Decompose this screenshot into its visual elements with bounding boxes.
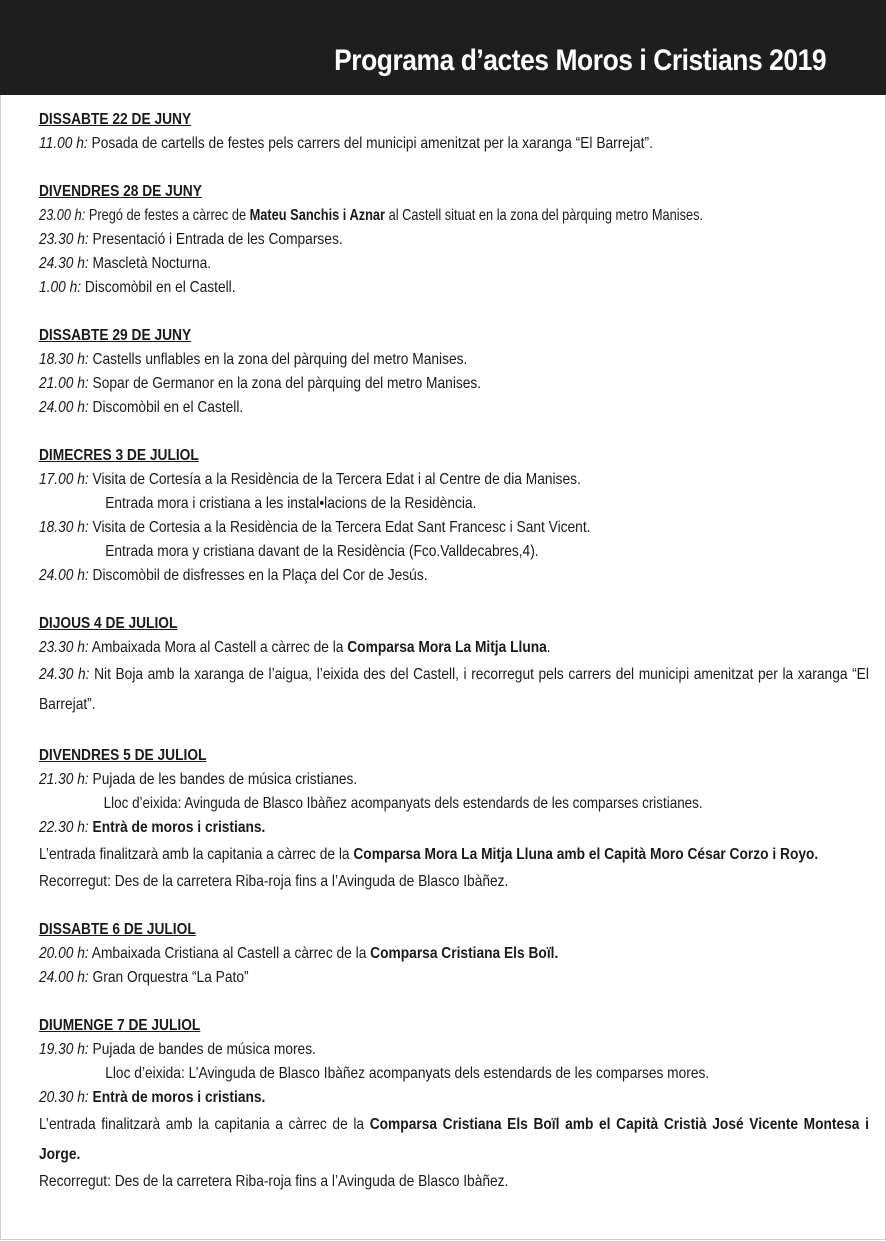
event-text: Presentació i Entrada de les Comparses. <box>88 231 343 248</box>
event-line <box>39 396 753 420</box>
event-line <box>39 564 753 588</box>
event-time: 24.00 h: <box>39 399 89 416</box>
event-text: Posada de cartells de festes pels carrers del municipi amenitzat per la xaranga “El Barrejat”. <box>87 135 653 152</box>
event-highlight: Entrà de moros i cristians. <box>88 819 266 836</box>
event-text: Gran Orquestra “La Pato” <box>88 969 249 986</box>
event-time: 1.00 h: <box>39 279 82 296</box>
section-dijous-4-juliol <box>39 612 869 720</box>
event-time: 23.30 h: <box>39 639 89 656</box>
event-line <box>39 1110 869 1170</box>
event-line <box>39 252 753 276</box>
program-content <box>39 108 869 1218</box>
event-highlight: Comparsa Mora La Mitja Lluna <box>347 639 547 656</box>
event-detail: Entrada mora i cristiana a les instal•lacions de la Residència. <box>105 495 477 512</box>
section-title: DIJOUS 4 DE JULIOL <box>39 615 178 632</box>
event-line <box>39 204 703 228</box>
section-divendres-28-juny <box>39 180 869 300</box>
event-detail: Entrada mora y cristiana davant de la Residència (Fco.Valldecabres,4). <box>105 543 539 560</box>
event-line <box>39 1086 753 1110</box>
event-time: 24.00 h: <box>39 567 89 584</box>
event-text: L’entrada finalitzarà amb la capitania a càrrec de la <box>39 846 354 863</box>
event-line <box>39 816 753 840</box>
event-time: 20.00 h: <box>39 945 89 962</box>
event-line <box>39 372 753 396</box>
event-line <box>39 228 753 252</box>
event-text: Sopar de Germanor en la zona del pàrquing del metro Manises. <box>88 375 482 392</box>
page-title: Programa d’actes Moros i Cristians 2019 <box>334 44 826 77</box>
event-line <box>39 636 753 660</box>
section-title: DIMECRES 3 DE JULIOL <box>39 447 199 464</box>
section-dissabte-6-juliol <box>39 918 869 990</box>
event-line <box>39 660 869 720</box>
event-time: 22.30 h: <box>39 819 89 836</box>
event-highlight: Entrà de moros i cristians. <box>88 1089 266 1106</box>
event-highlight: Comparsa Mora La Mitja Lluna amb el Capità Moro César Corzo i Royo. <box>353 846 819 863</box>
event-text: Visita de Cortesía a la Residència de la Tercera Edat i al Centre de dia Manises. <box>88 471 581 488</box>
event-text: Pujada de bandes de música mores. <box>88 1041 316 1058</box>
event-text: Visita de Cortesia a la Residència de la Tercera Edat Sant Francesc i Sant Vicent. <box>88 519 591 536</box>
event-time: 18.30 h: <box>39 519 89 536</box>
event-text: Discomòbil en el Castell. <box>88 399 244 416</box>
event-text: al Castell situat en la zona del pàrquing metro Manises. <box>385 207 704 224</box>
section-dissabte-29-juny <box>39 324 869 420</box>
event-line <box>39 840 869 870</box>
section-title: DIUMENGE 7 DE JULIOL <box>39 1017 201 1034</box>
section-title: DIVENDRES 5 DE JULIOL <box>39 747 207 764</box>
event-highlight: Mateu Sanchis i Aznar <box>249 207 386 224</box>
event-line <box>39 516 753 540</box>
event-time: 23.30 h: <box>39 231 89 248</box>
event-highlight: Comparsa Cristiana Els Boïl amb el Capità Cristià José Vicente Montesa i Jorge. <box>39 1116 869 1163</box>
event-line <box>39 348 753 372</box>
event-line <box>39 1038 753 1062</box>
event-line <box>39 966 753 990</box>
event-text: Pujada de les bandes de música cristianes. <box>88 771 358 788</box>
event-highlight: Comparsa Cristiana Els Boïl. <box>370 945 559 962</box>
event-detail: Lloc d’eixida: L’Avinguda de Blasco Ibàñez acompanyats dels estendards de les comparses mores. <box>105 1065 710 1082</box>
event-text: Castells unflables en la zona del pàrquing del metro Manises. <box>88 351 468 368</box>
event-text: Pregó de festes a càrrec de <box>85 207 250 224</box>
section-dimecres-3-juliol <box>39 444 869 588</box>
event-detail: Lloc d’eixida: Avinguda de Blasco Ibàñez acompanyats dels estendards de les comparses cristianes. <box>103 795 703 812</box>
event-line <box>39 768 753 792</box>
event-text: Mascletà Nocturna. <box>88 255 212 272</box>
event-text: Discomòbil de disfresses en la Plaça del Cor de Jesús. <box>88 567 428 584</box>
section-dissabte-22-juny <box>39 108 869 156</box>
event-line <box>39 468 753 492</box>
event-time: 17.00 h: <box>39 471 89 488</box>
event-time: 18.30 h: <box>39 351 89 368</box>
event-time: 24.00 h: <box>39 969 89 986</box>
event-time: 21.00 h: <box>39 375 89 392</box>
event-text: L’entrada finalitzarà amb la capitania a càrrec de la <box>39 1116 370 1133</box>
event-time: 19.30 h: <box>39 1041 89 1058</box>
event-route: Recorregut: Des de la carretera Riba-roja fins a l’Avinguda de Blasco Ibàñez. <box>39 1173 509 1190</box>
event-line <box>39 132 753 156</box>
event-time: 23.00 h: <box>39 207 86 224</box>
event-line <box>39 276 753 300</box>
event-text: Discomòbil en el Castell. <box>81 279 236 296</box>
event-text: Nit Boja amb la xaranga de l’aigua, l’eixida des del Castell, i recorregut pels carrers del municipi amenitzat per la xaranga “El Barrejat”. <box>39 666 869 713</box>
event-time: 11.00 h: <box>39 135 88 152</box>
event-text: Ambaixada Cristiana al Castell a càrrec de la <box>88 945 371 962</box>
event-time: 20.30 h: <box>39 1089 89 1106</box>
event-route: Recorregut: Des de la carretera Riba-roja fins a l’Avinguda de Blasco Ibàñez. <box>39 873 509 890</box>
section-divendres-5-juliol <box>39 744 869 894</box>
event-time: 21.30 h: <box>39 771 89 788</box>
header-bar <box>0 0 886 95</box>
section-title: DISSABTE 6 DE JULIOL <box>39 921 196 938</box>
event-text: . <box>546 639 551 656</box>
section-title: DIVENDRES 28 DE JUNY <box>39 183 202 200</box>
event-time: 24.30 h: <box>39 666 90 683</box>
section-title: DISSABTE 22 DE JUNY <box>39 111 192 128</box>
event-text: Ambaixada Mora al Castell a càrrec de la <box>88 639 348 656</box>
section-title: DISSABTE 29 DE JUNY <box>39 327 192 344</box>
event-time: 24.30 h: <box>39 255 89 272</box>
section-diumenge-7-juliol <box>39 1014 869 1194</box>
event-line <box>39 942 753 966</box>
